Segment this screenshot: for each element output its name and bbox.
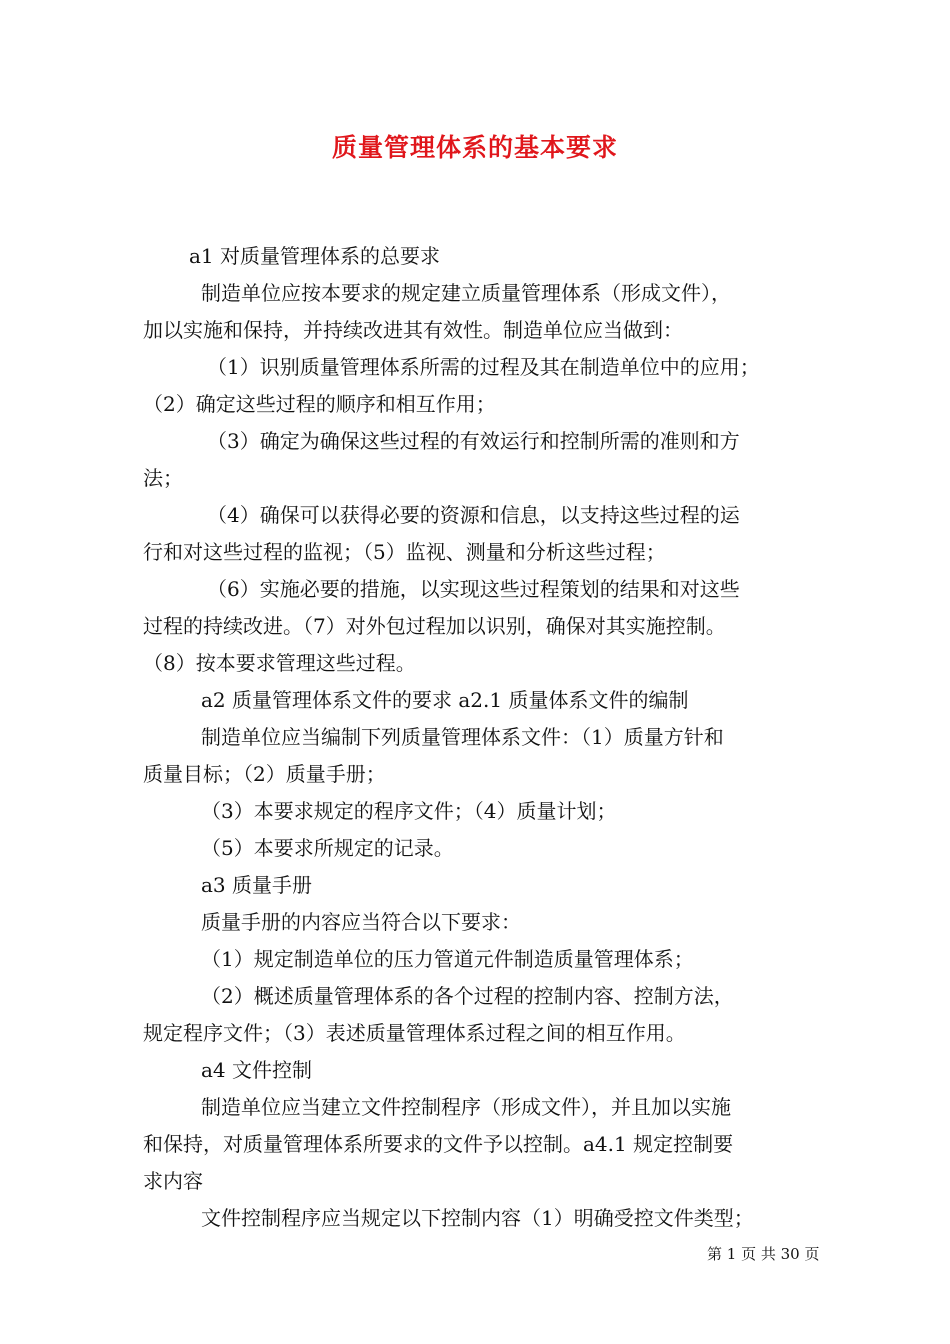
- text-line: 制造单位应当编制下列质量管理体系文件：（1）质量方针和: [201, 725, 724, 749]
- text-line: （3）确定为确保这些过程的有效运行和控制所需的准则和方: [207, 429, 740, 453]
- page-title: 质量管理体系的基本要求: [331, 133, 618, 162]
- text-line: （2）概述质量管理体系的各个过程的控制内容、控制方法，: [201, 984, 734, 1008]
- document-body: [143, 238, 823, 1237]
- text-line: （8）按本要求管理这些过程。: [143, 651, 416, 675]
- text-line: （6）实施必要的措施，以实现这些过程策划的结果和对这些: [207, 577, 740, 601]
- text-line: a2 质量管理体系文件的要求 a2.1 质量体系文件的编制: [201, 688, 689, 712]
- text-line: （1）识别质量管理体系所需的过程及其在制造单位中的应用；: [207, 355, 760, 379]
- text-line: （2）确定这些过程的顺序和相互作用；: [143, 392, 496, 416]
- text-line: 法；: [143, 466, 183, 490]
- text-line: （1）规定制造单位的压力管道元件制造质量管理体系；: [201, 947, 694, 971]
- text-line: 质量目标；（2）质量手册；: [143, 762, 386, 786]
- page-number: 第 1 页 共 30 页: [707, 1245, 820, 1263]
- text-line: 加以实施和保持，并持续改进其有效性。制造单位应当做到：: [143, 318, 683, 342]
- text-line: 制造单位应当建立文件控制程序（形成文件），并且加以实施: [201, 1095, 731, 1119]
- text-line: 质量手册的内容应当符合以下要求：: [201, 910, 521, 934]
- text-line: （5）本要求所规定的记录。: [201, 836, 454, 860]
- text-line: a4 文件控制: [201, 1058, 313, 1082]
- text-line: 规定程序文件；（3）表述质量管理体系过程之间的相互作用。: [143, 1021, 686, 1045]
- text-line: 求内容: [143, 1169, 203, 1193]
- text-line: 和保持，对质量管理体系所要求的文件予以控制。a4.1 规定控制要: [143, 1132, 734, 1156]
- text-line: 文件控制程序应当规定以下控制内容（1）明确受控文件类型；: [201, 1206, 754, 1230]
- text-line: （4）确保可以获得必要的资源和信息，以支持这些过程的运: [207, 503, 740, 527]
- text-line: 制造单位应按本要求的规定建立质量管理体系（形成文件），: [201, 281, 731, 305]
- text-line: 过程的持续改进。（7）对外包过程加以识别，确保对其实施控制。: [143, 614, 726, 638]
- text-line: a1 对质量管理体系的总要求: [189, 244, 441, 268]
- text-line: （3）本要求规定的程序文件；（4）质量计划；: [201, 799, 617, 823]
- text-line: a3 质量手册: [201, 873, 313, 897]
- text-line: 行和对这些过程的监视；（5）监视、测量和分析这些过程；: [143, 540, 666, 564]
